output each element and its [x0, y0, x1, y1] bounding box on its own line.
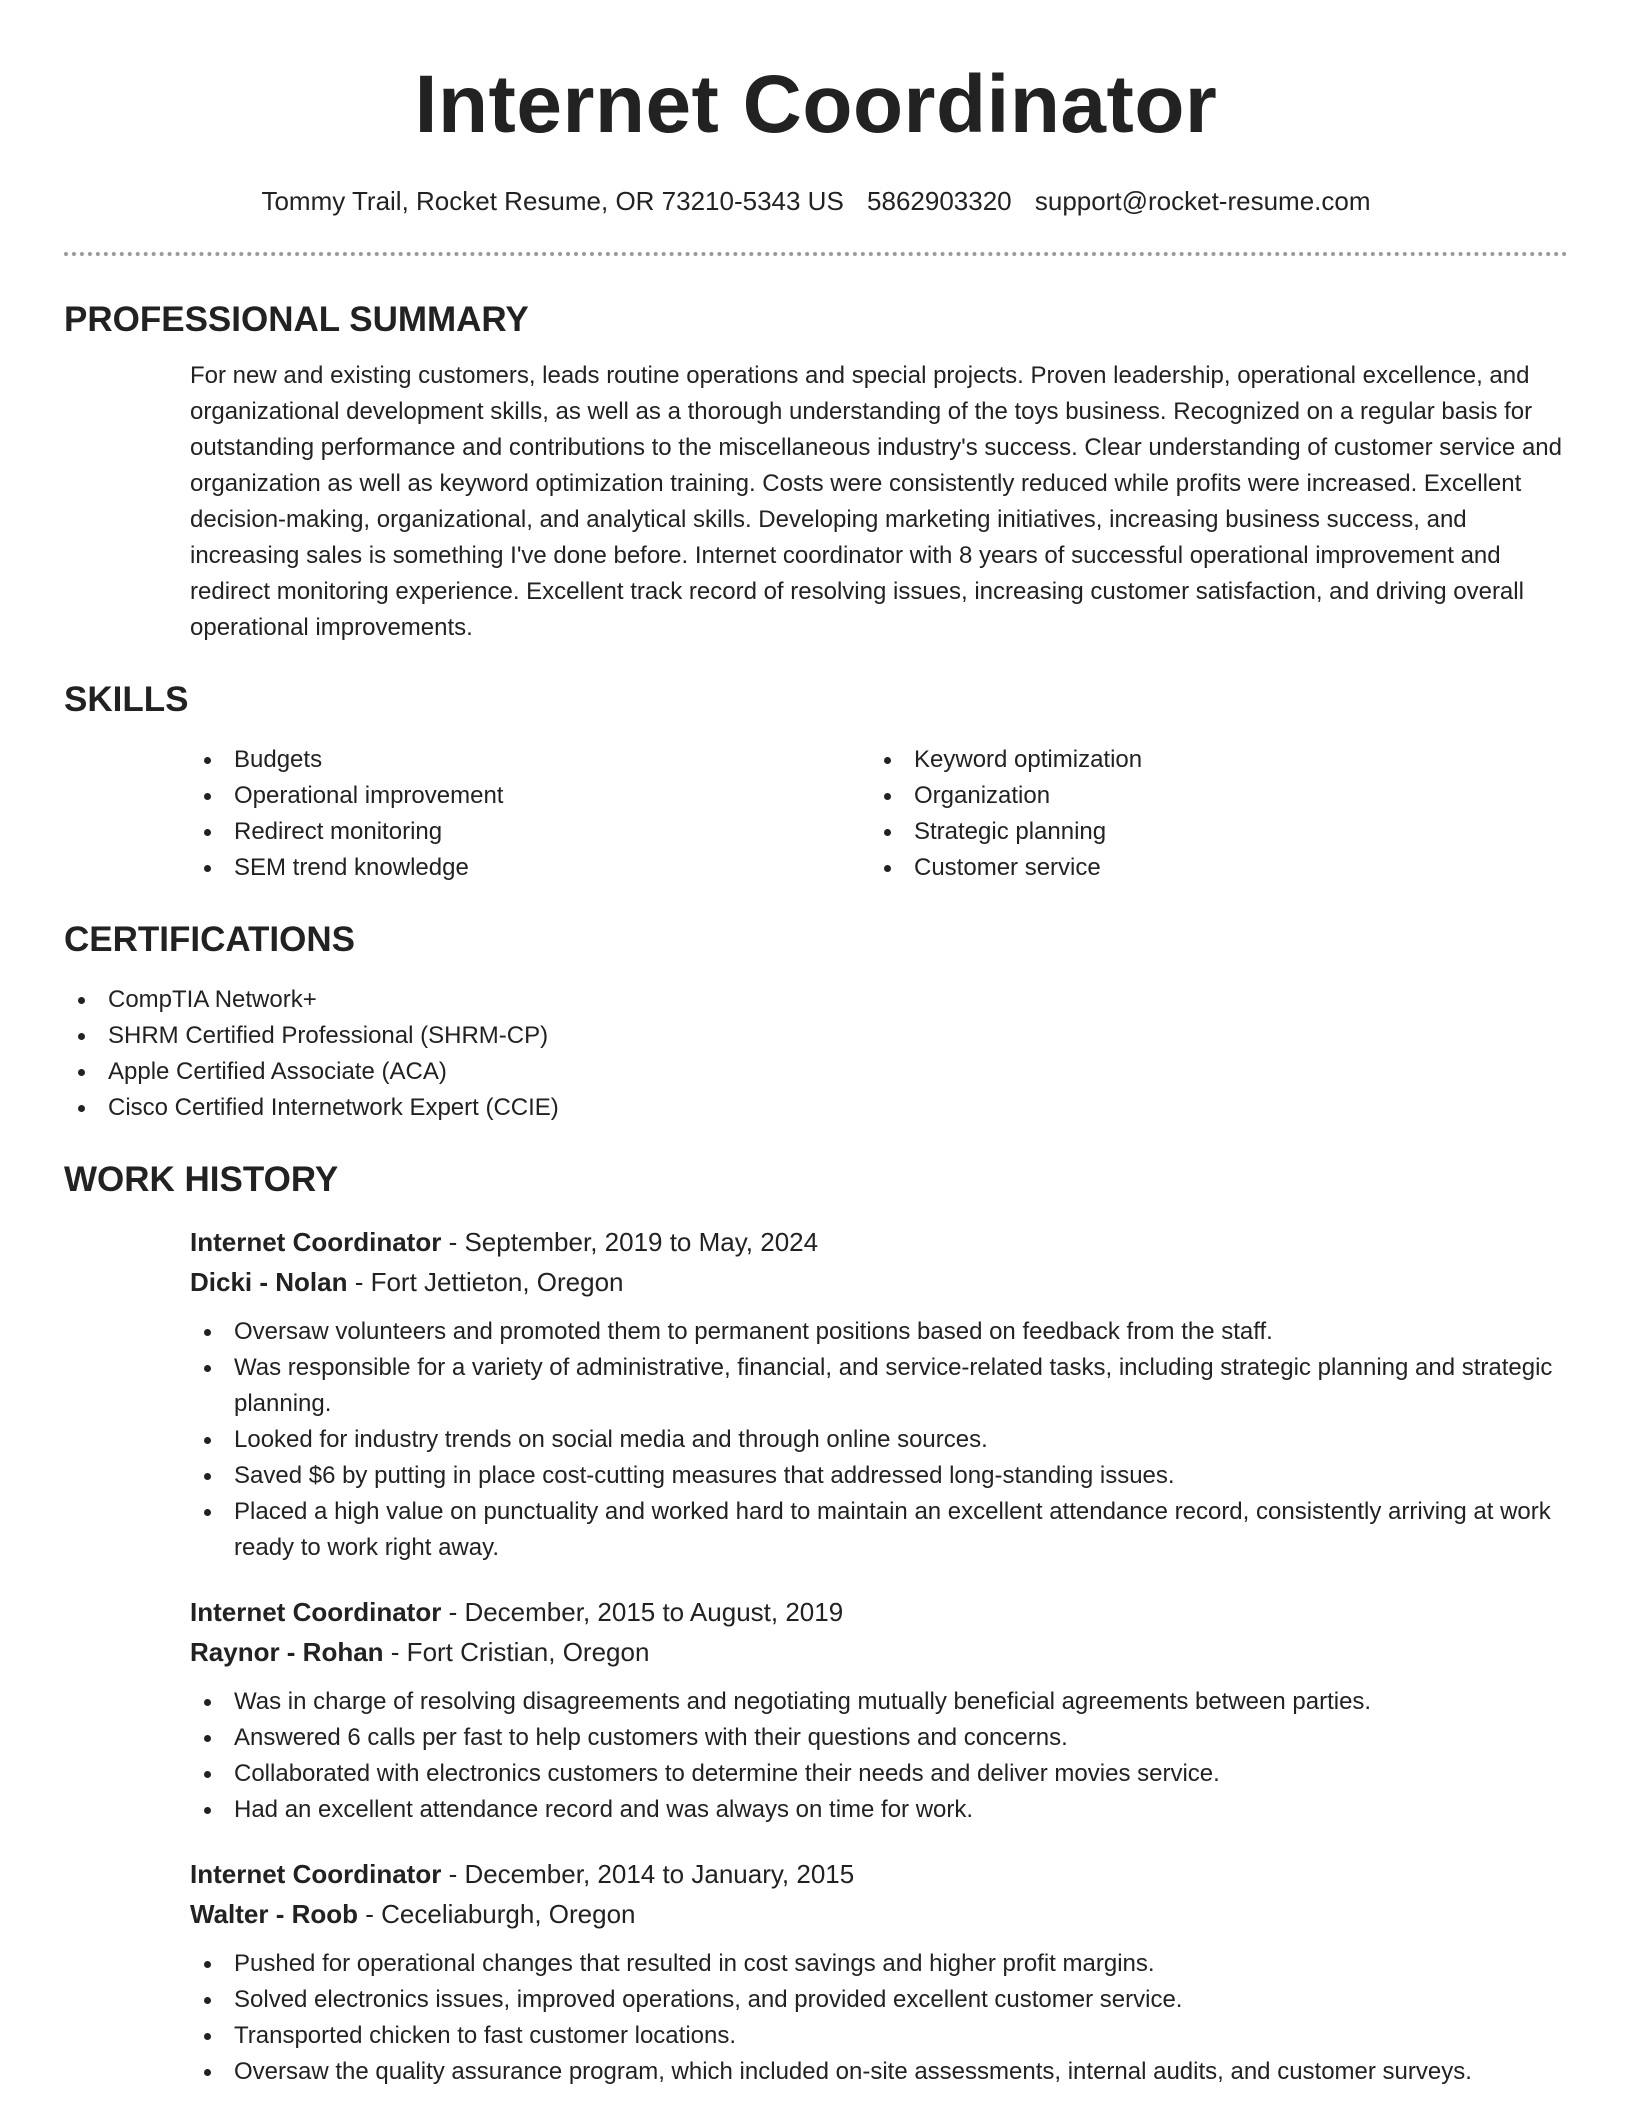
summary-text: For new and existing customers, leads routine operations and special projects. Proven leadership, operational excellence, and organizational development skills, as well as a thorough understanding of the toys business. Recognized on a regular basis for outstanding performance and contributions to the miscellaneous industry's success. Clear understanding of customer service and organization as well as keyword optimization training. Costs were consistently reduced while profits were increased. Excellent decision-making, organizational, and analytical skills. Developing marketing initiatives, increasing business success, and increasing sales is something I've done before. Internet coordinator with 8 years of successful operational improvement and redirect monitoring experience. Excellent track record of resolving issues, increasing customer satisfaction, and driving overall operational improvements.	[190, 362, 1562, 641]
job-company-line	[190, 1262, 1568, 1302]
job-duty: Oversaw the quality assurance program, which included on-site assessments, internal audits, and customer surveys.	[190, 2054, 1568, 2090]
skills-grid	[190, 742, 1568, 886]
job-duties	[190, 1946, 1568, 2090]
certification-item: CompTIA Network+	[64, 982, 1568, 1018]
job-company: Raynor - Rohan	[190, 1637, 384, 1667]
skill-item: Operational improvement	[190, 778, 870, 814]
skill-item: Strategic planning	[870, 814, 1550, 850]
job-title-line	[190, 1222, 1568, 1262]
skills-heading: SKILLS	[64, 680, 189, 719]
job-company-line	[190, 1632, 1568, 1672]
job-duty: Looked for industry trends on social media and through online sources.	[190, 1422, 1568, 1458]
skill-item: Keyword optimization	[870, 742, 1550, 778]
job-company-line	[190, 1894, 1568, 1934]
job-duty: Oversaw volunteers and promoted them to permanent positions based on feedback from the staff.	[190, 1314, 1568, 1350]
job-entry	[190, 1222, 1568, 1566]
job-title-line	[190, 1854, 1568, 1894]
skill-item: Customer service	[870, 850, 1550, 886]
contact-info	[64, 186, 1568, 216]
job-role: Internet Coordinator	[190, 1597, 442, 1627]
job-duty: Collaborated with electronics customers to determine their needs and deliver movies service.	[190, 1756, 1568, 1792]
summary-heading: PROFESSIONAL SUMMARY	[64, 300, 529, 339]
contact-address: Tommy Trail, Rocket Resume, OR 73210-5343 US	[261, 186, 844, 216]
certification-item: Cisco Certified Internetwork Expert (CCIE)	[64, 1090, 1568, 1126]
job-duties	[190, 1684, 1568, 1828]
contact-email[interactable]: support@rocket-resume.com	[1034, 186, 1371, 216]
resume-title: Internet Coordinator	[414, 59, 1218, 150]
certifications-list	[64, 982, 1568, 1126]
work-history-heading: WORK HISTORY	[64, 1160, 339, 1199]
summary-section	[64, 300, 1568, 646]
job-company: Dicki - Nolan	[190, 1267, 348, 1297]
skill-item: Budgets	[190, 742, 870, 778]
skills-list-left	[190, 742, 870, 886]
job-dates: - December, 2014 to January, 2015	[441, 1859, 855, 1889]
job-location: - Fort Cristian, Oregon	[383, 1637, 650, 1667]
job-dates: - September, 2019 to May, 2024	[441, 1227, 819, 1257]
job-entry	[190, 1854, 1568, 2090]
job-duty: Placed a high value on punctuality and worked hard to maintain an excellent attendance record, consistently arriving at work ready to work right away.	[190, 1494, 1568, 1566]
job-role: Internet Coordinator	[190, 1859, 442, 1889]
header-divider	[64, 252, 1568, 256]
job-dates: - December, 2015 to August, 2019	[441, 1597, 844, 1627]
job-duty: Solved electronics issues, improved operations, and provided excellent customer service.	[190, 1982, 1568, 2018]
job-location: - Ceceliaburgh, Oregon	[358, 1899, 636, 1929]
contact-phone[interactable]: 5862903320	[867, 186, 1012, 216]
certification-item: SHRM Certified Professional (SHRM-CP)	[64, 1018, 1568, 1054]
skills-list-right	[870, 742, 1550, 886]
certification-item: Apple Certified Associate (ACA)	[64, 1054, 1568, 1090]
skill-item: Organization	[870, 778, 1550, 814]
job-duty: Was in charge of resolving disagreements and negotiating mutually beneficial agreements between parties.	[190, 1684, 1568, 1720]
work-history-section	[64, 1160, 1568, 2090]
skill-item: SEM trend knowledge	[190, 850, 870, 886]
job-duty: Transported chicken to fast customer locations.	[190, 2018, 1568, 2054]
job-company: Walter - Roob	[190, 1899, 359, 1929]
job-duties	[190, 1314, 1568, 1566]
job-duty: Had an excellent attendance record and was always on time for work.	[190, 1792, 1568, 1828]
job-role: Internet Coordinator	[190, 1227, 442, 1257]
job-entry	[190, 1592, 1568, 1828]
job-title-line	[190, 1592, 1568, 1632]
job-duty: Pushed for operational changes that resulted in cost savings and higher profit margins.	[190, 1946, 1568, 1982]
job-duty: Saved $6 by putting in place cost-cutting measures that addressed long-standing issues.	[190, 1458, 1568, 1494]
job-duty: Answered 6 calls per fast to help customers with their questions and concerns.	[190, 1720, 1568, 1756]
skill-item: Redirect monitoring	[190, 814, 870, 850]
job-duty: Was responsible for a variety of administrative, financial, and service-related tasks, including strategic planning and strategic planning.	[190, 1350, 1568, 1422]
certifications-section	[64, 920, 1568, 1126]
certifications-heading: CERTIFICATIONS	[64, 920, 356, 959]
skills-section	[64, 680, 1568, 886]
job-location: - Fort Jettieton, Oregon	[347, 1267, 624, 1297]
